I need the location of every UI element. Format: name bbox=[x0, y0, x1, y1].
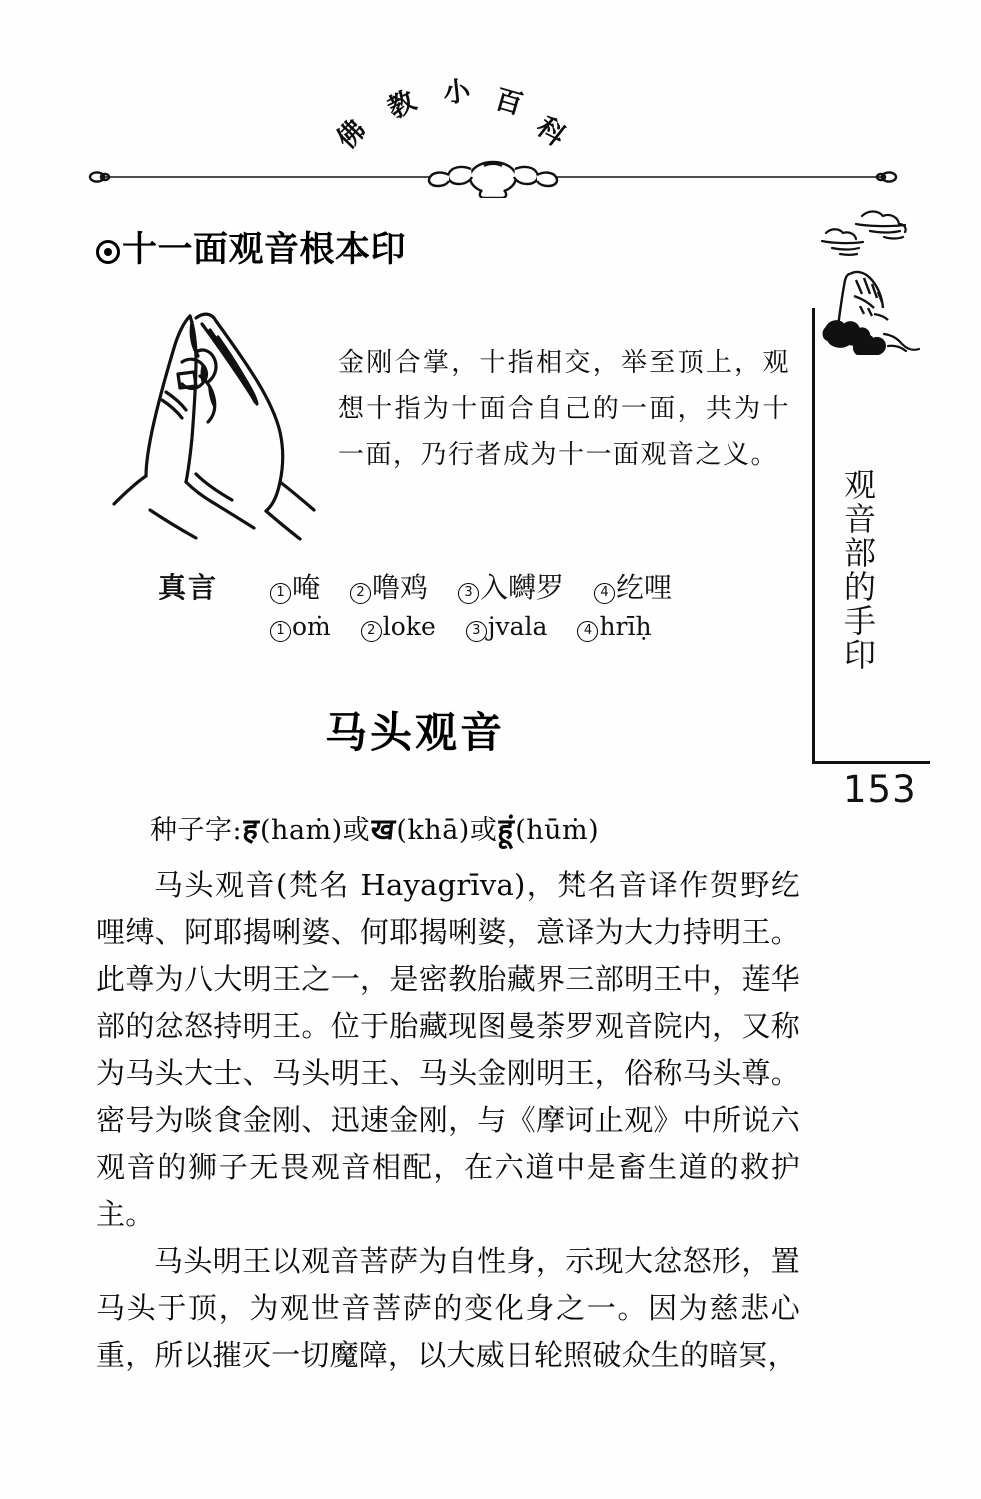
article-title: 马头观音 bbox=[324, 708, 505, 757]
sidebar-decoration bbox=[818, 200, 973, 355]
running-head-char: 佛 bbox=[331, 114, 373, 156]
mantra-item-text: 纥哩 bbox=[616, 571, 673, 604]
seed-rom-kha: (khā) bbox=[396, 815, 470, 846]
praying-hands-icon bbox=[104, 292, 330, 550]
mantra-items-romanized bbox=[270, 612, 682, 642]
running-head-char: 科 bbox=[530, 111, 571, 153]
mantra-item-number: 2 bbox=[361, 621, 382, 642]
mantra-item-number: 2 bbox=[350, 583, 371, 604]
running-head-arc-title bbox=[330, 60, 571, 156]
mantra-item bbox=[350, 571, 428, 604]
mantra-items-chinese bbox=[270, 566, 702, 606]
ornamental-divider bbox=[88, 156, 898, 198]
section-heading-text: 十一面观音根本印 bbox=[122, 230, 407, 270]
section-heading bbox=[96, 222, 406, 272]
seed-label: 种子字: bbox=[150, 815, 243, 846]
page-number: 153 bbox=[843, 768, 917, 811]
seed-conjunction: 或 bbox=[469, 815, 498, 846]
running-head-char: 百 bbox=[491, 83, 526, 122]
mudra-description: 金刚合掌，十指相交，举至顶上，观想十指为十面合自己的一面，共为十一面，乃行者成为十一面观音之义。 bbox=[338, 348, 790, 470]
mantra-item bbox=[594, 571, 672, 604]
siddham-glyph-ham: ह bbox=[241, 812, 261, 846]
mantra-row-romanized bbox=[158, 612, 758, 642]
mantra-row-chinese bbox=[158, 566, 758, 606]
mantra-item-text: 入嚩罗 bbox=[480, 571, 565, 604]
mantra-item-text: jvala bbox=[487, 612, 548, 641]
mudra-illustration bbox=[104, 292, 330, 550]
seed-rom-hum: (hūṁ) bbox=[515, 815, 600, 846]
mantra-item bbox=[361, 612, 436, 641]
mantra-item-number: 1 bbox=[270, 583, 291, 604]
mantra-item-text: loke bbox=[382, 612, 436, 641]
running-head-char: 教 bbox=[382, 85, 421, 126]
siddham-glyph-hum: हूं bbox=[496, 812, 516, 846]
running-head-char: 小 bbox=[441, 75, 472, 110]
cloud-and-peak-icon bbox=[818, 200, 973, 355]
seed-rom-ham: (haṁ) bbox=[260, 815, 343, 846]
mantra-item-number: 4 bbox=[577, 621, 598, 642]
mantra-item-number: 4 bbox=[594, 583, 615, 604]
mantra-item-text: hrīḥ bbox=[599, 612, 652, 641]
sidebar-vertical-rule bbox=[812, 308, 815, 763]
mantra-item bbox=[270, 571, 320, 604]
article-paragraph: 马头观音(梵名 Hayagrīva)，梵名音译作贺野纥哩缚、阿耶揭唎婆、何耶揭唎婆，意译为大力持明王。此尊为八大明王之一，是密教胎藏界三部明王中，莲华部的忿怒持明王。位于胎藏现图曼荼罗观音院内，又称为马头大士、马头明王、马头金刚明王，俗称马头尊。密号为啖食金刚、迅速金刚，与《摩诃止观》中所说六观音的狮子无畏观音相配，在六道中是畜生道的救护主。 bbox=[96, 868, 800, 1231]
seed-syllable-line bbox=[150, 808, 599, 848]
mantra-item bbox=[458, 571, 564, 604]
circled-dot-bullet-icon bbox=[96, 240, 120, 264]
article-body bbox=[96, 862, 800, 1379]
siddham-glyph-kha: ख bbox=[369, 812, 398, 846]
mantra-item-number: 3 bbox=[466, 621, 487, 642]
mantra-item bbox=[577, 612, 651, 641]
mantra-block bbox=[158, 566, 758, 642]
article-paragraph: 马头明王以观音菩萨为自性身，示现大忿怒形，置马头于顶，为观世音菩萨的变化身之一。因为慈悲心重，所以摧灭一切魔障，以大威日轮照破众生的暗冥， bbox=[96, 1244, 800, 1372]
mantra-item-number: 1 bbox=[270, 621, 291, 642]
mantra-item bbox=[466, 612, 548, 641]
mantra-item bbox=[270, 612, 331, 641]
mantra-item-number: 3 bbox=[458, 583, 479, 604]
mantra-item-text: 噜鸡 bbox=[372, 571, 429, 604]
sidebar-horizontal-rule bbox=[812, 761, 930, 764]
seed-conjunction: 或 bbox=[342, 815, 371, 846]
mantra-item-text: oṁ bbox=[292, 612, 331, 641]
running-head bbox=[0, 60, 981, 190]
mantra-item-text: 唵 bbox=[292, 571, 321, 604]
ornamental-divider-icon bbox=[88, 156, 898, 198]
mantra-label: 真言 bbox=[158, 571, 219, 604]
sidebar-vertical-label: 观音部的手印 bbox=[839, 468, 877, 672]
